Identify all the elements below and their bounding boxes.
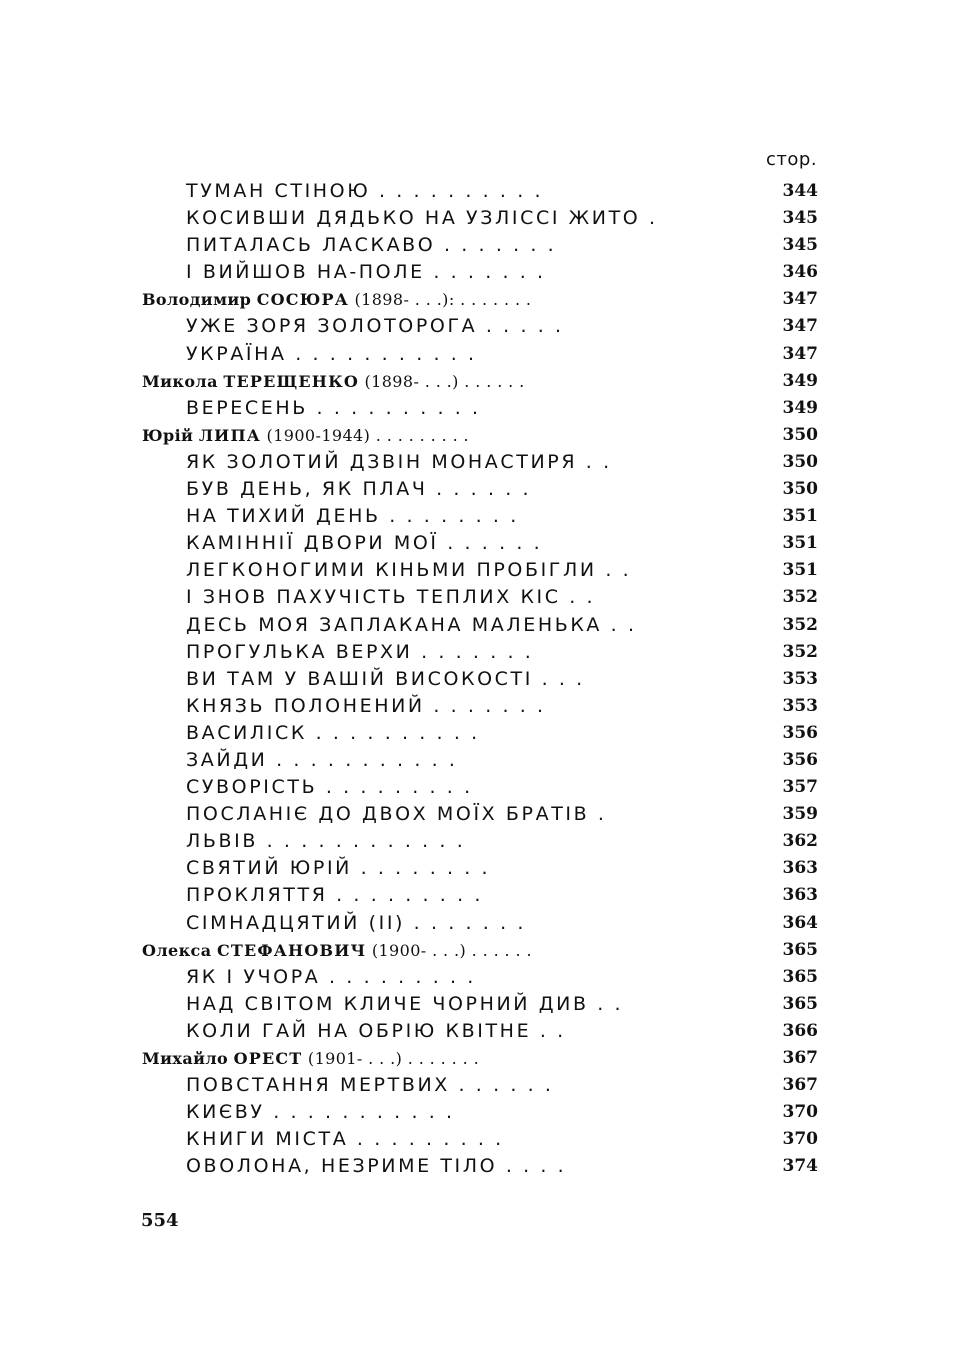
toc-page-number: 367 <box>782 1048 818 1068</box>
poem-title: ЯК І УЧОРА . . . . . . . . . <box>186 965 476 988</box>
poem-title: КНИГИ МІСТА . . . . . . . . . <box>186 1128 504 1151</box>
toc-entry-row <box>142 1018 822 1045</box>
toc-entry-row <box>142 584 822 611</box>
author-years: (1898- . . .): . . . . . . . <box>354 290 532 310</box>
toc-entry-row <box>142 882 822 909</box>
poem-title: ДЕСЬ МОЯ ЗАПЛАКАНА МАЛЕНЬКА . . <box>186 613 637 636</box>
author-last-name: ЛИПА <box>198 425 262 445</box>
poem-title: НА ТИХИЙ ДЕНЬ . . . . . . . . <box>186 505 519 528</box>
poem-title: КИЄВУ . . . . . . . . . . . <box>186 1101 455 1124</box>
author-last-name: СОСЮРА <box>256 290 349 310</box>
poem-title: СУВОРІСТЬ . . . . . . . . . <box>186 776 473 799</box>
author-heading <box>142 937 532 964</box>
poem-title: БУВ ДЕНЬ, ЯК ПЛАЧ . . . . . . <box>186 478 532 501</box>
poem-title: КНЯЗЬ ПОЛОНЕНИЙ . . . . . . . <box>186 694 546 717</box>
poem-title: ЯК ЗОЛОТИЙ ДЗВІН МОНАСТИРЯ . . <box>186 450 612 473</box>
poem-title: СВЯТИЙ ЮРІЙ . . . . . . . . <box>186 857 491 880</box>
poem-title: І ЗНОВ ПАХУЧІСТЬ ТЕПЛИХ КІС . . <box>186 586 596 609</box>
author-first-name: Михайло <box>142 1049 229 1068</box>
toc-entry-row <box>142 341 822 368</box>
toc-entry-row <box>142 259 822 286</box>
poem-title: ПОВСТАННЯ МЕРТВИХ . . . . . . <box>186 1074 554 1097</box>
toc-author-row <box>142 368 822 395</box>
toc-author-row <box>142 286 822 313</box>
toc-page-number: 350 <box>782 424 818 445</box>
toc-page-number: 344 <box>782 181 818 201</box>
author-first-name: Олекса <box>142 940 212 960</box>
poem-title: УЖЕ ЗОРЯ ЗОЛОТОРОГА . . . . . <box>186 315 564 338</box>
poem-title: ОВОЛОНА, НЕЗРИМЕ ТІЛО . . . . <box>186 1155 567 1178</box>
toc-entry-row <box>142 747 822 774</box>
toc-page-number: 370 <box>782 1129 818 1150</box>
poem-title: КАМІННІЇ ДВОРИ МОЇ . . . . . . <box>186 532 543 555</box>
poem-title: КОСИВШИ ДЯДЬКО НА УЗЛІССІ ЖИТО . <box>186 207 658 230</box>
toc-page-number: 356 <box>782 749 818 770</box>
toc-entry-row <box>142 1126 822 1153</box>
poem-title: КОЛИ ГАЙ НА ОБРІЮ КВІТНЕ . . <box>186 1019 566 1042</box>
toc-page-number: 364 <box>782 912 818 933</box>
toc-page-number: 347 <box>782 316 818 337</box>
author-years: (1898- . . .) . . . . . . <box>364 371 525 391</box>
toc-entry-row <box>142 178 822 205</box>
table-of-contents <box>142 178 822 1180</box>
toc-page-number: 365 <box>782 993 818 1014</box>
poem-title: ПОСЛАНІЄ ДО ДВОХ МОЇХ БРАТІВ . <box>186 803 607 826</box>
poem-title: УКРАЇНА . . . . . . . . . . . <box>186 342 477 365</box>
toc-entry-row <box>142 232 822 259</box>
toc-entry-row <box>142 801 822 828</box>
poem-title: ЛЬВІВ . . . . . . . . . . . . <box>186 830 466 853</box>
author-first-name: Микола <box>142 371 218 391</box>
toc-entry-row <box>142 693 822 720</box>
toc-author-row <box>142 1045 822 1072</box>
author-last-name: СТЕФАНОВИЧ <box>216 940 367 960</box>
toc-page-number: 367 <box>782 1075 818 1096</box>
author-heading <box>142 422 469 449</box>
toc-page-number: 362 <box>782 831 818 852</box>
toc-page-number: 356 <box>782 722 818 743</box>
poem-title: ВЕРЕСЕНЬ . . . . . . . . . . <box>186 396 481 419</box>
toc-page-number: 370 <box>782 1102 818 1123</box>
toc-page-number: 352 <box>782 641 818 662</box>
author-heading <box>142 368 525 395</box>
author-last-name: ОРЕСТ <box>233 1049 303 1068</box>
author-years: (1900- . . .) . . . . . . <box>371 940 532 960</box>
toc-entry-row <box>142 1072 822 1099</box>
toc-entry-row <box>142 530 822 557</box>
poem-title: СІМНАДЦЯТИЙ (II) . . . . . . . <box>186 911 527 934</box>
toc-entry-row <box>142 964 822 991</box>
toc-page-number: 365 <box>782 939 818 960</box>
toc-entry-row <box>142 1099 822 1126</box>
toc-entry-row <box>142 557 822 584</box>
toc-page-number: 352 <box>782 587 818 608</box>
toc-page-number: 353 <box>782 668 818 689</box>
toc-page-number: 345 <box>782 208 818 229</box>
poem-title: ПРОКЛЯТТЯ . . . . . . . . . <box>186 884 484 907</box>
poem-title: ЗАЙДИ . . . . . . . . . . . <box>186 748 458 771</box>
toc-page-number: 350 <box>782 479 818 500</box>
toc-author-row <box>142 422 822 449</box>
author-years: (1900-1944) . . . . . . . . . <box>266 425 470 445</box>
toc-page-number: 345 <box>782 235 818 256</box>
toc-page-number: 347 <box>782 343 818 364</box>
toc-page-number: 351 <box>782 506 818 527</box>
poem-title: ПРОГУЛЬКА ВЕРХИ . . . . . . . <box>186 640 534 663</box>
toc-page-number: 363 <box>782 858 818 879</box>
toc-entry-row <box>142 1153 822 1180</box>
toc-entry-row <box>142 395 822 422</box>
toc-page-number: 363 <box>782 885 818 906</box>
toc-page-number: 351 <box>782 533 818 554</box>
author-years: (1901- . . .) . . . . . . . <box>307 1049 480 1068</box>
toc-entry-row <box>142 449 822 476</box>
toc-entry-row <box>142 313 822 340</box>
author-last-name: ТЕРЕЩЕНКО <box>223 371 359 391</box>
toc-page-number: 347 <box>782 289 818 310</box>
toc-page-number: 357 <box>782 777 818 798</box>
toc-page-number: 350 <box>782 451 818 472</box>
toc-page-number: 349 <box>782 397 818 418</box>
toc-page-number: 349 <box>782 370 818 391</box>
toc-page-number: 352 <box>782 614 818 635</box>
poem-title: ЛЕГКОНОГИМИ КІНЬМИ ПРОБІГЛИ . . <box>186 559 632 582</box>
poem-title: НАД СВІТОМ КЛИЧЕ ЧОРНИЙ ДИВ . . <box>186 992 624 1015</box>
toc-page-number: 351 <box>782 560 818 581</box>
toc-entry-row <box>142 720 822 747</box>
toc-entry-row <box>142 774 822 801</box>
page-number: 554 <box>141 1210 179 1231</box>
toc-page-number: 366 <box>782 1020 818 1041</box>
toc-entry-row <box>142 666 822 693</box>
poem-title: І ВИЙШОВ НА-ПОЛЕ . . . . . . . <box>186 261 546 284</box>
toc-entry-row <box>142 476 822 503</box>
toc-entry-row <box>142 828 822 855</box>
toc-entry-row <box>142 910 822 937</box>
author-first-name: Юрій <box>142 425 194 445</box>
author-heading <box>142 1045 479 1072</box>
toc-entry-row <box>142 503 822 530</box>
toc-page-number: 353 <box>782 695 818 716</box>
toc-page-number: 346 <box>782 262 818 283</box>
page-column-label: стор. <box>766 149 818 170</box>
author-first-name: Володимир <box>142 290 252 310</box>
poem-title: ТУМАН СТІНОЮ . . . . . . . . . . <box>186 180 544 202</box>
toc-page-number: 359 <box>782 804 818 825</box>
toc-entry-row <box>142 991 822 1018</box>
poem-title: ПИТАЛАСЬ ЛАСКАВО . . . . . . . <box>186 234 557 257</box>
poem-title: ВИ ТАМ У ВАШІЙ ВИСОКОСТІ . . . <box>186 667 585 690</box>
toc-page-number: 365 <box>782 966 818 987</box>
author-heading <box>142 286 531 313</box>
toc-entry-row <box>142 639 822 666</box>
toc-entry-row <box>142 855 822 882</box>
toc-page-number: 374 <box>782 1156 818 1177</box>
toc-author-row <box>142 937 822 964</box>
toc-entry-row <box>142 612 822 639</box>
poem-title: ВАСИЛІСК . . . . . . . . . . <box>186 721 480 744</box>
toc-entry-row <box>142 205 822 232</box>
